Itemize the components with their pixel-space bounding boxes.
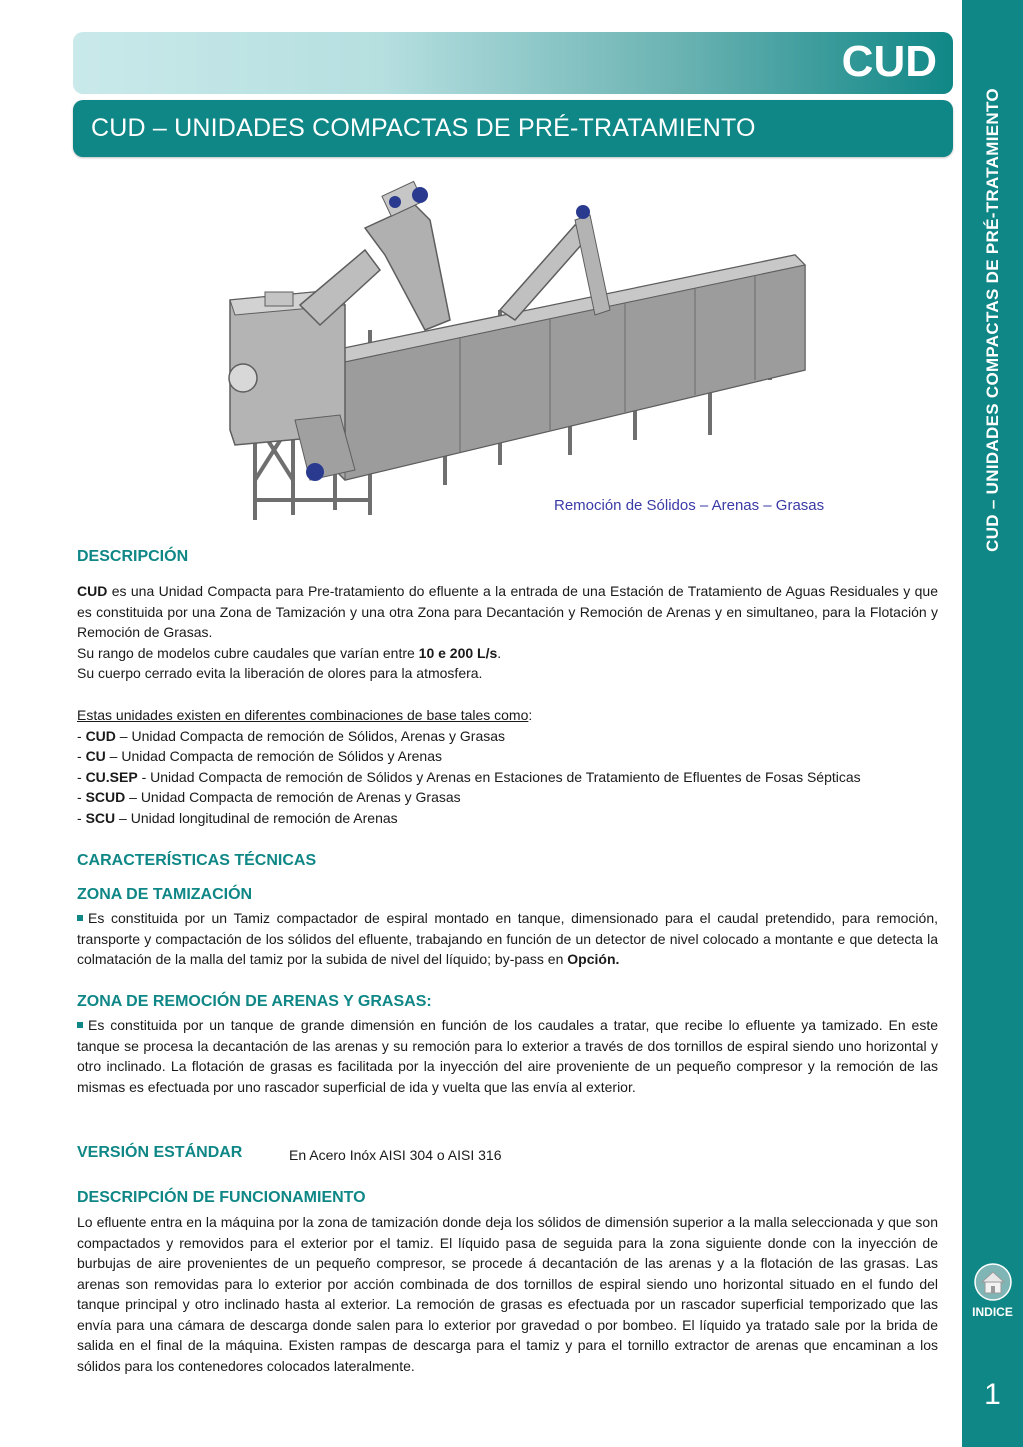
combo-code: SCU: [85, 809, 116, 826]
version-value: En Acero Inóx AISI 304 o AISI 316: [289, 1147, 502, 1163]
combinations-list: [77, 705, 938, 828]
combinations-intro: [77, 705, 938, 726]
descripcion-p2-end: .: [497, 644, 502, 661]
zona-arenas-desc: Es constituida por un tanque de grande dimensión en función de los caudales a tratar, que recibe lo efluente ya tamizado. En este tanque se procesa la decantación de las arenas y su remoción para lo exterior a través de dos tornillos de espiral siendo uno horizontal y otro inclinado. La flotación de grasas es facilitada por la inyección del aire proveniente de un pequeño compresor y la remoción de las mismas es efectuada por uno rascador superficial de ida y vuelta que las envía al exterior.: [77, 1017, 938, 1095]
bullet-icon: [77, 1022, 83, 1028]
descripcion-body: [77, 581, 938, 684]
machine-illustration: [215, 180, 825, 530]
caracteristicas-heading: CARACTERÍSTICAS TÉCNICAS: [77, 852, 317, 869]
home-icon: [972, 1262, 1014, 1302]
combo-code: CU: [85, 748, 106, 764]
combo-desc: Unidad Compacta de remoción de Arenas y Grasas: [140, 789, 461, 805]
descripcion-heading: DESCRIPCIÓN: [77, 548, 189, 565]
combo-code: CU.SEP: [85, 768, 138, 785]
funcionamiento-body: [77, 1212, 938, 1376]
list-item: - SCU – Unidad longitudinal de remoción de Arenas: [77, 809, 398, 826]
list-item: - CU – Unidad Compacta de remoción de Sólidos y Arenas: [77, 748, 443, 764]
index-button[interactable]: [962, 1262, 1023, 1326]
descripcion-p1: [77, 581, 938, 643]
combo-desc: Unidad Compacta de remoción de Sólidos y Arenas: [121, 748, 443, 764]
version-heading: VERSIÓN ESTÁNDAR: [77, 1144, 243, 1161]
descripcion-p1-text: es una Unidad Compacta para Pre-tratamiento do efluente a la entrada de una Estación de Tratamiento de Aguas Residuales y que es constituida por una Zona de Tamización y una otra Zona para Decantación y Remoción de Arenas y en simultaneo, para la Flotación y Remoción de Grasas.: [77, 583, 938, 640]
zona-tamizacion-text: [77, 908, 938, 970]
zona-arenas-heading: ZONA DE REMOCIÓN DE ARENAS Y GRASAS:: [77, 993, 432, 1010]
combo-sep: -: [137, 768, 151, 785]
title-banner: [73, 100, 953, 157]
zona-tamizacion-bold: Opción.: [567, 951, 620, 967]
descripcion-p2-bold: 10 e 200 L/s: [418, 644, 498, 661]
combinations-intro-colon: :: [528, 707, 533, 723]
descripcion-p3: Su cuerpo cerrado evita la liberación de olores para la atmosfera.: [77, 665, 483, 681]
zona-tamizacion-desc: Es constituida por un Tamiz compactador de espiral montado en tanque, dimensionado para el caudal pretendido, para remoción, transporte y compactación de los sólidos del efluente, trabajando en función de un detector de nivel colocado a montante e que detecta la colmatación de la malla del tamiz por la subida de nivel del líquido; by-pass en: [77, 910, 938, 967]
zona-tamizacion-body: [77, 908, 938, 970]
zona-tamizacion-heading: ZONA DE TAMIZACIÓN: [77, 886, 253, 903]
page-number: 1: [984, 1378, 1001, 1411]
figure-caption: Remoción de Sólidos – Arenas – Grasas: [554, 497, 825, 514]
header-banner: [73, 32, 953, 94]
combo-sep: –: [115, 727, 132, 744]
combo-desc: Unidad Compacta de remoción de Sólidos y Arenas en Estaciones de Tratamiento de Efluentes de Fosas Sépticas: [150, 768, 861, 785]
combo-sep: –: [115, 809, 131, 826]
zona-arenas-body: [77, 1015, 938, 1097]
funcionamiento-text: Lo efluente entra en la máquina por la zona de tamización donde deja los sólidos de dimensión superior a la malla seleccionada y que son compactados y removidos para el exterior por el tamiz. El líquido pasa de seguida para la zona siguiente donde con la inyección de burbujas de aire provenientes de un pequeño compresor, se procede á decantación de las arenas y a la flotación de las grasas. Las arenas son removidas para lo exterior por acción combinada de dos tornillos de espiral siendo uno horizontal situado en el fundo del tanque principal y otro inclinado hasta al exterior. La remoción de grasas es efectuada por un rascador superficial temporizado que las envía para una cámara de descarga donde salen para lo exterior por gravedad o por bombeo. El líquido ya tratado sale por la brida de salida en el final de la máquina. Existen rampas de descarga para el tamiz y para el tornillo extractor de arenas que encaminan a los sólidos para los contenedores colocados lateralmente.: [77, 1214, 938, 1374]
list-item: - CUD – Unidad Compacta de remoción de Sólidos, Arenas y Grasas: [77, 727, 506, 744]
sidebar-vertical-text: CUD – UNIDADES COMPACTAS DE PRÉ-TRATAMIENTO: [982, 88, 1002, 552]
sidebar-vertical-title: [962, 0, 1023, 640]
descripcion-p2-text: Su rango de modelos cubre caudales que varían entre: [77, 644, 419, 661]
list-item: - CU.SEP - Unidad Compacta de remoción de Sólidos y Arenas en Estaciones de Tratamiento de Efluentes de Fosas Sépticas: [77, 768, 861, 785]
descripcion-p2: [77, 643, 938, 664]
index-label: INDICE: [972, 1305, 1013, 1319]
page-title: CUD – UNIDADES COMPACTAS DE PRÉ-TRATAMIENTO: [91, 114, 756, 142]
combo-sep: –: [125, 789, 141, 805]
combo-desc: Unidad longitudinal de remoción de Arenas: [130, 809, 398, 826]
combo-sep: –: [105, 748, 122, 764]
list-item: - SCUD – Unidad Compacta de remoción de Arenas y Grasas: [77, 789, 461, 805]
zona-arenas-text: [77, 1015, 938, 1097]
header-code: CUD: [841, 37, 937, 86]
bullet-icon: [77, 915, 83, 921]
combinations-intro-text: Estas unidades existen en diferentes combinaciones de base tales como: [77, 707, 529, 723]
combo-desc: Unidad Compacta de remoción de Sólidos, Arenas y Grasas: [131, 727, 506, 744]
descripcion-p1-bold: CUD: [77, 583, 108, 599]
funcionamiento-heading: DESCRIPCIÓN DE FUNCIONAMIENTO: [77, 1189, 366, 1206]
combo-code: CUD: [85, 727, 116, 744]
combo-code: SCUD: [85, 789, 126, 805]
